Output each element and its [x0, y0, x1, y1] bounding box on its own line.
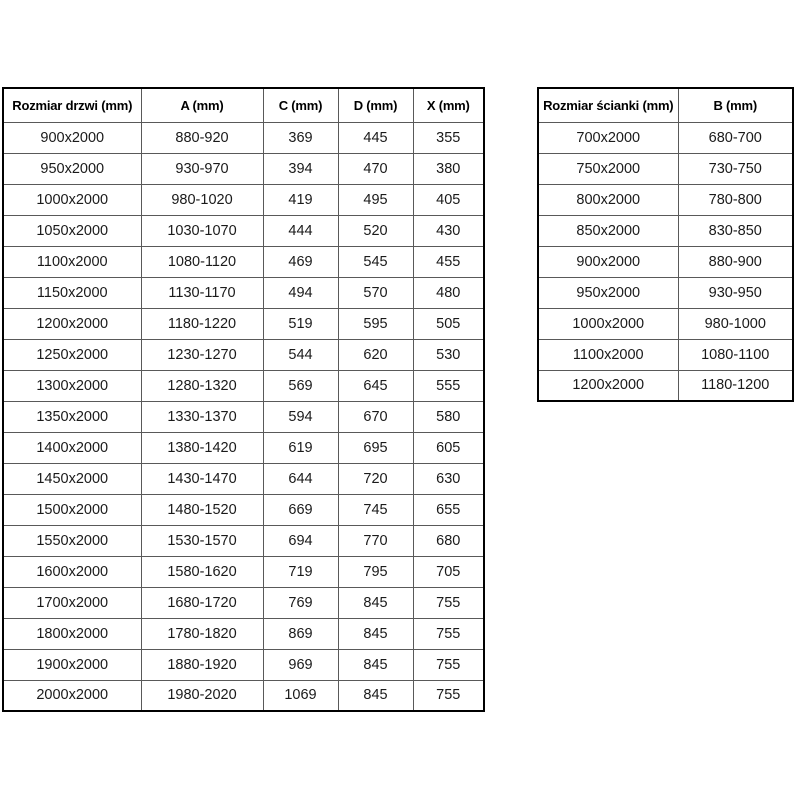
table-cell: 530: [413, 339, 484, 370]
table-cell: 880-920: [141, 122, 263, 153]
table-row: [3, 618, 484, 649]
table-cell: 1680-1720: [141, 587, 263, 618]
table-cell: 1500x2000: [3, 494, 141, 525]
table-cell: 1900x2000: [3, 649, 141, 680]
table-cell: 1400x2000: [3, 432, 141, 463]
table-cell: 1480-1520: [141, 494, 263, 525]
table-cell: 720: [338, 463, 413, 494]
table-cell: 669: [263, 494, 338, 525]
table-cell: 419: [263, 184, 338, 215]
table-cell: 1880-1920: [141, 649, 263, 680]
table-cell: 2000x2000: [3, 680, 141, 711]
table-cell: 455: [413, 246, 484, 277]
table-row: [3, 401, 484, 432]
header-row: [538, 88, 793, 122]
table-cell: 1780-1820: [141, 618, 263, 649]
table-cell: 469: [263, 246, 338, 277]
table-cell: 430: [413, 215, 484, 246]
table-row: [3, 277, 484, 308]
table-cell: 1980-2020: [141, 680, 263, 711]
table-cell: 444: [263, 215, 338, 246]
table-cell: 480: [413, 277, 484, 308]
table-cell: 595: [338, 308, 413, 339]
table-cell: 470: [338, 153, 413, 184]
table-cell: 1250x2000: [3, 339, 141, 370]
table-cell: 644: [263, 463, 338, 494]
table-cell: 755: [413, 649, 484, 680]
table-row: [3, 494, 484, 525]
table-row: [538, 153, 793, 184]
table-row: [3, 432, 484, 463]
table-cell: 769: [263, 587, 338, 618]
table-cell: 900x2000: [538, 246, 678, 277]
table-row: [538, 184, 793, 215]
table-cell: 1700x2000: [3, 587, 141, 618]
table-cell: 680-700: [678, 122, 793, 153]
table-cell: 1800x2000: [3, 618, 141, 649]
table-cell: 1330-1370: [141, 401, 263, 432]
table-cell: 544: [263, 339, 338, 370]
table-cell: 755: [413, 680, 484, 711]
table-cell: 950x2000: [3, 153, 141, 184]
table-row: [3, 153, 484, 184]
table-row: [3, 649, 484, 680]
table-cell: 845: [338, 649, 413, 680]
wall-size-table: [537, 87, 794, 402]
table-cell: 570: [338, 277, 413, 308]
table-cell: 1530-1570: [141, 525, 263, 556]
table-row: [3, 370, 484, 401]
table-cell: 969: [263, 649, 338, 680]
table-cell: 719: [263, 556, 338, 587]
table-row: [3, 184, 484, 215]
table-cell: 755: [413, 587, 484, 618]
table-cell: 369: [263, 122, 338, 153]
table-cell: 850x2000: [538, 215, 678, 246]
table-cell: 670: [338, 401, 413, 432]
column-header-a: A (mm): [141, 88, 263, 122]
table-row: [538, 308, 793, 339]
table-cell: 1600x2000: [3, 556, 141, 587]
table-row: [3, 556, 484, 587]
table-cell: 1150x2000: [3, 277, 141, 308]
table-cell: 869: [263, 618, 338, 649]
table-cell: 630: [413, 463, 484, 494]
table-cell: 445: [338, 122, 413, 153]
table-cell: 830-850: [678, 215, 793, 246]
table-cell: 730-750: [678, 153, 793, 184]
table-cell: 1230-1270: [141, 339, 263, 370]
door-size-table-header: [3, 88, 484, 122]
table-cell: 1100x2000: [3, 246, 141, 277]
table-cell: 520: [338, 215, 413, 246]
table-cell: 1180-1200: [678, 370, 793, 401]
table-row: [538, 277, 793, 308]
wall-size-table-header: [538, 88, 793, 122]
table-row: [3, 339, 484, 370]
table-cell: 694: [263, 525, 338, 556]
table-row: [3, 680, 484, 711]
door-size-table: [2, 87, 485, 712]
table-cell: 800x2000: [538, 184, 678, 215]
table-cell: 755: [413, 618, 484, 649]
table-cell: 1000x2000: [538, 308, 678, 339]
table-cell: 930-950: [678, 277, 793, 308]
table-cell: 750x2000: [538, 153, 678, 184]
table-cell: 394: [263, 153, 338, 184]
table-cell: 1300x2000: [3, 370, 141, 401]
table-cell: 845: [338, 680, 413, 711]
column-header-c: C (mm): [263, 88, 338, 122]
table-cell: 1000x2000: [3, 184, 141, 215]
table-cell: 380: [413, 153, 484, 184]
table-cell: 580: [413, 401, 484, 432]
table-cell: 1380-1420: [141, 432, 263, 463]
table-cell: 1100x2000: [538, 339, 678, 370]
column-header-d: D (mm): [338, 88, 413, 122]
table-cell: 569: [263, 370, 338, 401]
table-cell: 845: [338, 587, 413, 618]
table-cell: 845: [338, 618, 413, 649]
table-cell: 655: [413, 494, 484, 525]
table-row: [538, 339, 793, 370]
table-cell: 545: [338, 246, 413, 277]
table-cell: 1200x2000: [3, 308, 141, 339]
table-cell: 700x2000: [538, 122, 678, 153]
table-cell: 594: [263, 401, 338, 432]
wall-size-table-body: [538, 122, 793, 401]
table-cell: 619: [263, 432, 338, 463]
table-cell: 555: [413, 370, 484, 401]
table-cell: 680: [413, 525, 484, 556]
column-header-b: B (mm): [678, 88, 793, 122]
table-cell: 770: [338, 525, 413, 556]
table-row: [3, 215, 484, 246]
table-cell: 605: [413, 432, 484, 463]
table-cell: 1130-1170: [141, 277, 263, 308]
table-cell: 494: [263, 277, 338, 308]
table-cell: 1069: [263, 680, 338, 711]
table-row: [538, 370, 793, 401]
table-row: [3, 587, 484, 618]
table-cell: 620: [338, 339, 413, 370]
table-cell: 705: [413, 556, 484, 587]
table-row: [3, 122, 484, 153]
table-row: [3, 308, 484, 339]
table-cell: 1180-1220: [141, 308, 263, 339]
table-cell: 900x2000: [3, 122, 141, 153]
table-cell: 1450x2000: [3, 463, 141, 494]
table-row: [538, 215, 793, 246]
table-cell: 1550x2000: [3, 525, 141, 556]
table-cell: 880-900: [678, 246, 793, 277]
table-cell: 795: [338, 556, 413, 587]
header-row: [3, 88, 484, 122]
table-cell: 355: [413, 122, 484, 153]
table-cell: 1050x2000: [3, 215, 141, 246]
table-row: [3, 463, 484, 494]
table-cell: 495: [338, 184, 413, 215]
column-header-x: X (mm): [413, 88, 484, 122]
table-cell: 745: [338, 494, 413, 525]
table-row: [538, 122, 793, 153]
table-cell: 1030-1070: [141, 215, 263, 246]
table-cell: 950x2000: [538, 277, 678, 308]
column-header-rozmiar-scianki: Rozmiar ścianki (mm): [538, 88, 678, 122]
table-cell: 780-800: [678, 184, 793, 215]
table-cell: 1430-1470: [141, 463, 263, 494]
door-size-table-body: [3, 122, 484, 711]
table-cell: 980-1000: [678, 308, 793, 339]
column-header-rozmiar-drzwi: Rozmiar drzwi (mm): [3, 88, 141, 122]
table-cell: 1280-1320: [141, 370, 263, 401]
table-cell: 1580-1620: [141, 556, 263, 587]
table-cell: 1080-1100: [678, 339, 793, 370]
table-cell: 695: [338, 432, 413, 463]
table-cell: 645: [338, 370, 413, 401]
table-row: [538, 246, 793, 277]
table-row: [3, 246, 484, 277]
table-cell: 405: [413, 184, 484, 215]
table-row: [3, 525, 484, 556]
table-cell: 1080-1120: [141, 246, 263, 277]
table-cell: 505: [413, 308, 484, 339]
table-cell: 519: [263, 308, 338, 339]
table-cell: 980-1020: [141, 184, 263, 215]
table-cell: 1200x2000: [538, 370, 678, 401]
table-cell: 1350x2000: [3, 401, 141, 432]
table-cell: 930-970: [141, 153, 263, 184]
